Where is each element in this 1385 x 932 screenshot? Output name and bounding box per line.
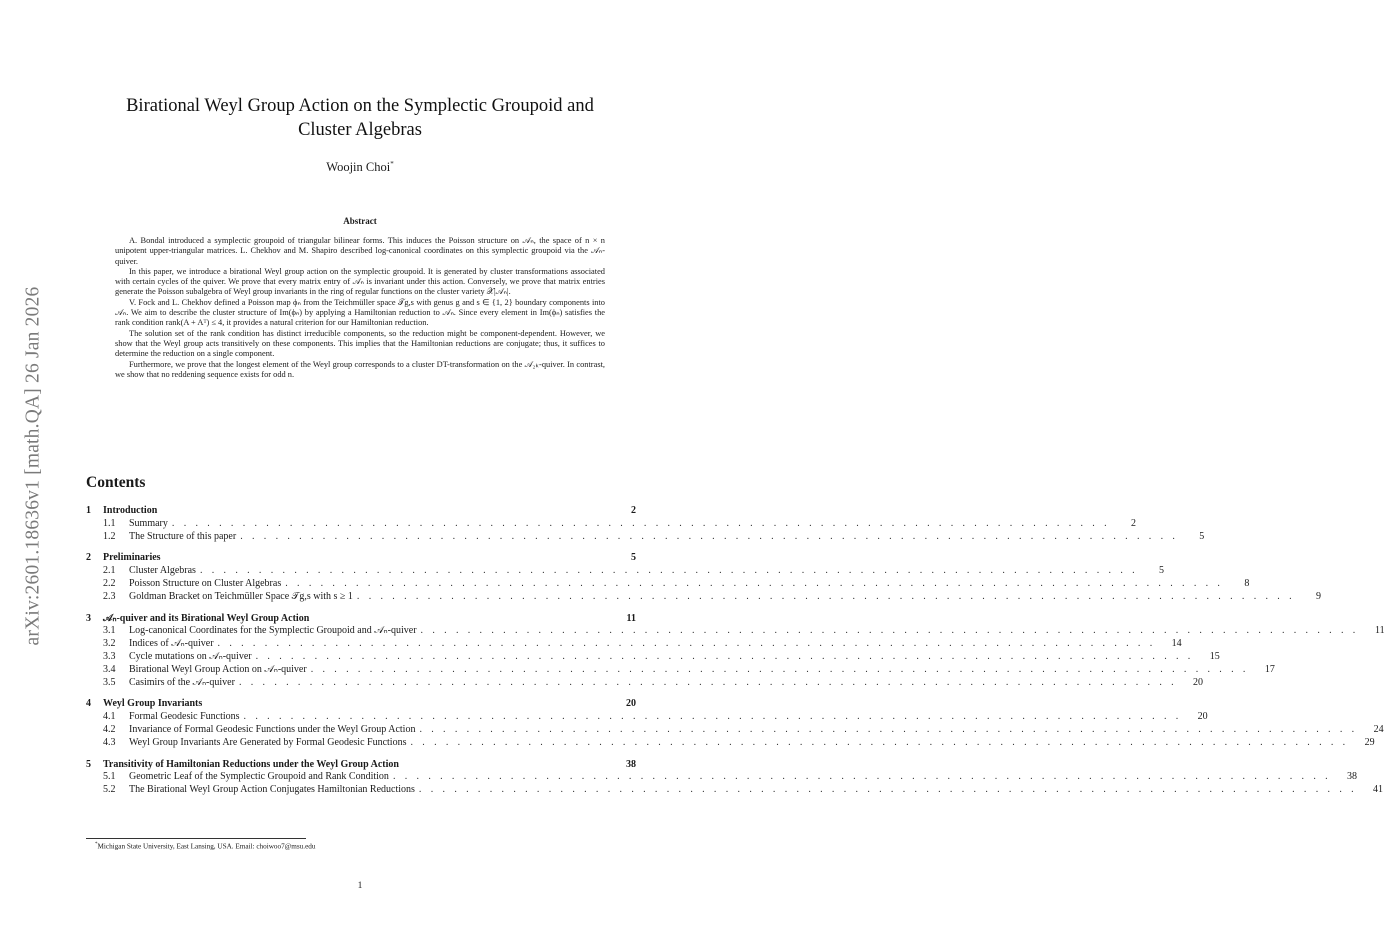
dot-leader: . . . . . . . . . . . . . . . . . . . . . . . . . . . . . . . . . . . . . . . . . . . . . . . . . . . . . . . . . . . . . . . . . . . . . . . . . . . . . . . .: [310, 663, 1249, 675]
toc-page: 11: [626, 612, 636, 624]
toc-page: 5: [631, 552, 636, 564]
toc-entry-subsection[interactable]: [86, 723, 1384, 737]
toc-title: Birational Weyl Group Action on 𝒜ₙ-quiver: [129, 663, 307, 675]
toc-title: Formal Geodesic Functions: [129, 711, 240, 723]
toc-entry-subsection[interactable]: [86, 590, 1321, 604]
toc-title: Cluster Algebras: [129, 565, 196, 577]
toc-page: 8: [1244, 577, 1250, 589]
toc-number: 3.4: [103, 663, 116, 675]
toc-number: 3.5: [103, 676, 116, 688]
toc-page: 24: [1373, 723, 1384, 735]
dot-leader: . . . . . . . . . . . . . . . . . . . . . . . . . . . . . . . . . . . . . . . . . . . . . . . . . . . . . . . . . . . . . . . . . . . . . . . . . . . . . . . .: [418, 784, 1358, 796]
toc-title: Preliminaries: [103, 552, 161, 564]
toc-entry-section[interactable]: [86, 505, 636, 518]
toc-number: 5: [86, 758, 91, 770]
toc-entry-subsection[interactable]: [86, 577, 1250, 591]
dot-leader: . . . . . . . . . . . . . . . . . . . . . . . . . . . . . . . . . . . . . . . . . . . . . . . . . . . . . . . . . . . . . . . . . . . . . . . . . . . . . . . .: [285, 577, 1224, 589]
toc-title: The Structure of this paper: [129, 530, 237, 542]
contents-heading: Contents: [86, 474, 146, 491]
toc-title: Weyl Group Invariants: [103, 698, 203, 710]
toc-entry-subsection[interactable]: [86, 663, 1275, 677]
dot-leader: . . . . . . . . . . . . . . . . . . . . . . . . . . . . . . . . . . . . . . . . . . . . . . . . . . . . . . . . . . . . . . . . . . . . . . . . . . . . . . . .: [171, 517, 1110, 529]
toc-number: 3.2: [103, 638, 116, 650]
toc-number: 1: [86, 505, 91, 516]
toc-title: Invariance of Formal Geodesic Functions under the Weyl Group Action: [129, 723, 416, 735]
toc-page: 41: [1373, 784, 1384, 796]
toc-number: 5.2: [103, 784, 116, 796]
footnote-mark: *: [95, 842, 98, 847]
abstract-paragraph: V. Fock and L. Chekhov defined a Poisson map ϕₙ from the Teichmüller space 𝒯g,s with genus g and s ∈ {1, 2} boundary components into 𝒜ₙ. We aim to describe the cluster structure of Im(ϕₙ) by applying a Hamiltonian reduction to 𝒜ₙ. Since every element in Im(ϕₙ) satisfies the rank condition rank(A + Aᵀ) ≤ 4, it provides a natural criterion for our Hamiltonian reduction.: [115, 297, 605, 328]
dot-leader: . . . . . . . . . . . . . . . . . . . . . . . . . . . . . . . . . . . . . . . . . . . . . . . . . . . . . . . . . . . . . . . . . . . . . . . . . . . . . . . .: [217, 638, 1156, 650]
toc-page: 20: [1193, 676, 1204, 688]
toc-title: Goldman Bracket on Teichmüller Space 𝒯g,s with s ≥ 1: [129, 590, 353, 602]
toc-number: 1.2: [103, 530, 116, 542]
toc-number: 1.1: [103, 517, 116, 529]
toc-entry-subsection[interactable]: [86, 565, 1165, 578]
abstract-paragraph: Furthermore, we prove that the longest element of the Weyl group corresponds to a cluster DT-transformation on the 𝒜₂ₖ-quiver. In contrast, we show that no reddening sequence exists for odd n.: [115, 359, 605, 379]
toc-page: 15: [1209, 650, 1220, 662]
toc-entry-subsection[interactable]: [86, 711, 1208, 724]
dot-leader: . . . . . . . . . . . . . . . . . . . . . . . . . . . . . . . . . . . . . . . . . . . . . . . . . . . . . . . . . . . . . . . . . . . . . . . . . . . . . . . .: [199, 565, 1139, 577]
toc-title: Transitivity of Hamiltonian Reductions under the Weyl Group Action: [103, 758, 399, 770]
toc-section-4: [86, 698, 1384, 749]
arxiv-stamp-text: arXiv:2601.18636v1 [math.QA] 26 Jan 2026: [22, 286, 44, 646]
author-footnote-mark: *: [390, 160, 394, 168]
toc-entry-section[interactable]: [86, 552, 636, 565]
toc-entry-subsection[interactable]: [86, 638, 1182, 651]
toc-entry-section[interactable]: [86, 698, 636, 711]
abstract-paragraph: A. Bondal introduced a symplectic groupoid of triangular bilinear forms. This induces the Poisson structure on 𝒜ₙ, the space of n × n unipotent upper-triangular matrices. L. Chekhov and M. Shapiro described log-canonical coordinates on this symplectic groupoid via the 𝒜ₙ-quiver.: [115, 236, 605, 266]
toc-section-3: [86, 612, 1385, 690]
dot-leader: . . . . . . . . . . . . . . . . . . . . . . . . . . . . . . . . . . . . . . . . . . . . . . . . . . . . . . . . . . . . . . . . . . . . . . . . . . . . . . . .: [392, 771, 1332, 783]
toc-number: 4.1: [103, 711, 116, 723]
toc-entry-subsection[interactable]: [86, 736, 1375, 750]
toc-number: 2: [86, 552, 91, 564]
toc-entry-subsection[interactable]: [86, 530, 1205, 544]
toc-title: Cycle mutations on 𝒜ₙ-quiver: [129, 650, 252, 662]
toc-page: 11: [1375, 625, 1385, 637]
toc-number: 3.3: [103, 650, 116, 662]
toc-number: 2.2: [103, 577, 116, 589]
author: [86, 160, 634, 175]
dot-leader: . . . . . . . . . . . . . . . . . . . . . . . . . . . . . . . . . . . . . . . . . . . . . . . . . . . . . . . . . . . . . . . . . . . . . . . . . . . . . . . .: [240, 530, 1179, 542]
toc-entry-subsection[interactable]: [86, 676, 1204, 690]
toc-page: 38: [1347, 771, 1358, 783]
toc-number: 4: [86, 698, 91, 710]
dot-leader: . . . . . . . . . . . . . . . . . . . . . . . . . . . . . . . . . . . . . . . . . . . . . . . . . . . . . . . . . . . . . . . . . . . . . . . . . . . . . . . .: [243, 711, 1182, 723]
toc-page: 17: [1264, 663, 1275, 675]
toc-title: Log-canonical Coordinates for the Symplectic Groupoid and 𝒜ₙ-quiver: [129, 625, 417, 637]
toc-entry-subsection[interactable]: [86, 650, 1220, 664]
toc-page: 2: [1131, 517, 1136, 529]
footnote-rule: [86, 838, 306, 839]
title-line-1: Birational Weyl Group Action on the Symplectic Groupoid and: [126, 96, 594, 116]
table-of-contents: [86, 505, 1385, 806]
toc-entry-section[interactable]: [86, 613, 636, 626]
toc-entry-subsection[interactable]: [86, 517, 1136, 531]
toc-entry-subsection[interactable]: [86, 625, 1385, 638]
footnote: [95, 842, 315, 850]
toc-title: Geometric Leaf of the Symplectic Groupoid and Rank Condition: [129, 771, 389, 783]
toc-number: 3: [86, 612, 91, 624]
arxiv-stamp: [14, 246, 52, 686]
toc-title: Introduction: [103, 505, 158, 516]
dot-leader: . . . . . . . . . . . . . . . . . . . . . . . . . . . . . . . . . . . . . . . . . . . . . . . . . . . . . . . . . . . . . . . . . . . . . . . . . . . . . . . .: [238, 676, 1178, 688]
abstract-body: [115, 236, 605, 380]
dot-leader: . . . . . . . . . . . . . . . . . . . . . . . . . . . . . . . . . . . . . . . . . . . . . . . . . . . . . . . . . . . . . . . . . . . . . . . . . . . . . . . .: [420, 625, 1359, 637]
toc-title: Weyl Group Invariants Are Generated by Formal Geodesic Functions: [129, 736, 407, 748]
toc-number: 4.2: [103, 723, 116, 735]
abstract-paragraph: The solution set of the rank condition has distinct irreducible components, so the reduction might be component-dependent. However, we show that the Weyl group acts transitively on these components. This implies that the Hamiltonian reductions are conjugate; thus, it suffices to determine the reduction on a single component.: [115, 328, 605, 359]
toc-number: 5.1: [103, 771, 116, 783]
toc-page: 29: [1364, 736, 1375, 748]
dot-leader: . . . . . . . . . . . . . . . . . . . . . . . . . . . . . . . . . . . . . . . . . . . . . . . . . . . . . . . . . . . . . . . . . . . . . . . . . . . . . . . .: [410, 736, 1349, 748]
dot-leader: . . . . . . . . . . . . . . . . . . . . . . . . . . . . . . . . . . . . . . . . . . . . . . . . . . . . . . . . . . . . . . . . . . . . . . . . . . . . . . . .: [419, 723, 1358, 735]
abstract-paragraph: In this paper, we introduce a birational Weyl group action on the symplectic groupoid. It is generated by cluster transformations associated with certain cycles of the quiver. We prove that every matrix entry of 𝒜ₙ is invariant under this action. Conversely, we prove that matrix entries generate the Poisson subalgebra of Weyl group invariants in the ring of regular functions on the cluster variety 𝒳|𝒜ₙ|.: [115, 266, 605, 297]
toc-number: 3.1: [103, 625, 116, 637]
toc-entry-subsection[interactable]: [86, 784, 1384, 797]
toc-title: Casimirs of the 𝒜ₙ-quiver: [129, 676, 235, 688]
toc-title: Poisson Structure on Cluster Algebras: [129, 577, 282, 589]
toc-page: 14: [1171, 638, 1182, 650]
abstract-heading: Abstract: [343, 216, 377, 226]
toc-page: 5: [1159, 565, 1165, 577]
footnote-text: Michigan State University, East Lansing, USA. Email: choiwoo7@msu.edu: [97, 842, 316, 851]
toc-entry-subsection[interactable]: [86, 771, 1358, 784]
toc-title: Indices of 𝒜ₙ-quiver: [129, 638, 214, 650]
title-line-2: Cluster Algebras: [298, 120, 422, 140]
toc-number: 2.3: [103, 590, 116, 602]
toc-page: 20: [1197, 711, 1208, 723]
toc-page: 2: [631, 505, 636, 516]
toc-title: The Birational Weyl Group Action Conjugates Hamiltonian Reductions: [129, 784, 415, 796]
toc-page: 5: [1199, 530, 1205, 542]
toc-page: 20: [626, 698, 636, 710]
toc-section-2: [86, 552, 1321, 603]
toc-title: 𝒜ₙ-quiver and its Birational Weyl Group Action: [103, 612, 310, 624]
paper-title: [86, 94, 634, 142]
toc-title: Summary: [129, 517, 168, 529]
page-number: 1: [357, 881, 363, 891]
toc-page: 38: [626, 758, 636, 770]
dot-leader: . . . . . . . . . . . . . . . . . . . . . . . . . . . . . . . . . . . . . . . . . . . . . . . . . . . . . . . . . . . . . . . . . . . . . . . . . . . . . . . .: [255, 650, 1194, 662]
toc-entry-section[interactable]: [86, 759, 636, 772]
toc-number: 4.3: [103, 736, 116, 748]
toc-section-1: [86, 505, 1205, 543]
dot-leader: . . . . . . . . . . . . . . . . . . . . . . . . . . . . . . . . . . . . . . . . . . . . . . . . . . . . . . . . . . . . . . . . . . . . . . . . . . . . . . . .: [356, 590, 1295, 602]
toc-number: 2.1: [103, 565, 116, 577]
toc-page: 9: [1316, 590, 1321, 602]
author-name: Woojin Choi: [326, 160, 391, 175]
toc-section-5: [86, 758, 1384, 797]
